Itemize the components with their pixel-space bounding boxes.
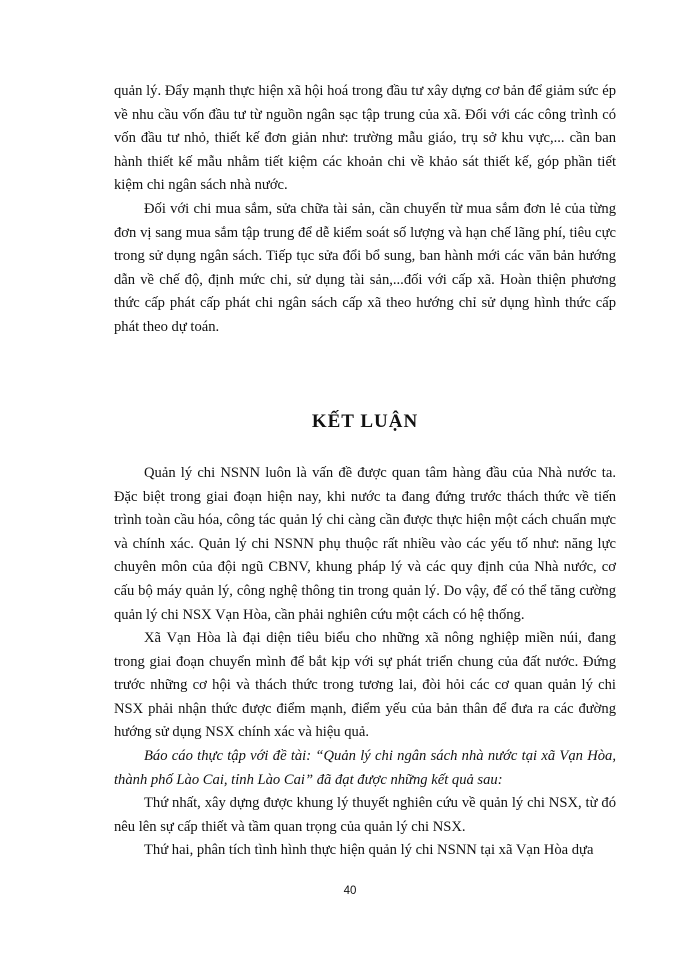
page-number: 40 xyxy=(343,885,357,897)
body-paragraph-2: Đối với chi mua sắm, sửa chữa tài sản, cần chuyển từ mua sắm đơn lẻ của từng đơn vị sang mua sắm tập trung để dễ kiểm soát số lượng và hạn chế lãng phí, tiêu cực trong sử dụng ngân sách. Tiếp tục sửa đổi bổ sung, ban hành mới các văn bản hướng dẫn về chế độ, định mức chi, sử dụng tài sản,...đối với cấp xã. Hoàn thiện phương thức cấp phát cấp phát chi ngân sách cấp xã theo hướng chỉ sử dụng hình thức cấp phát theo dự toán. xyxy=(114,201,616,335)
conclusion-paragraph-5: Thứ hai, phân tích tình hình thực hiện quản lý chi NSNN tại xã Vạn Hòa dựa xyxy=(144,842,594,858)
conclusion-paragraph-1: Quản lý chi NSNN luôn là vấn đề được quan tâm hàng đầu của Nhà nước ta. Đặc biệt trong giai đoạn hiện nay, khi nước ta đang đứng trước thách thức về tiến trình toàn cầu hóa, công tác quản lý chi càng cần được thực hiện một cách chuẩn mực và chính xác. Quản lý chi NSNN phụ thuộc rất nhiều vào các yếu tố như: năng lực chuyên môn của đội ngũ CBNV, khung pháp lý và các quy định của Nhà nước, cơ cấu bộ máy quản lý, công nghệ thông tin trong quản lý. Do vậy, để có thể tăng cường quản lý chi NSX Vạn Hòa, cần phải nghiên cứu một cách có hệ thống. xyxy=(114,465,616,623)
body-paragraph-1: quản lý. Đẩy mạnh thực hiện xã hội hoá trong đầu tư xây dựng cơ bản để giảm sức ép về nhu cầu vốn đầu tư từ nguồn ngân sạc tập trung của xã. Đối với các công trình có vốn đầu tư nhỏ, thiết kế đơn giản như: trường mẫu giáo, trụ sở khu vực,... cần ban hành thiết kế mẫu nhằm tiết kiệm các khoản chi về khảo sát thiết kế, góp phần tiết kiệm chi ngân sách nhà nước. xyxy=(114,83,616,194)
section-heading: KẾT LUẬN xyxy=(311,411,419,432)
conclusion-paragraph-3: Báo cáo thực tập với đề tài: “Quản lý chi ngân sách nhà nước tại xã Vạn Hòa, thành phố Lào Cai, tỉnh Lào Cai” đã đạt được những kết quả sau: xyxy=(114,748,616,788)
conclusion-paragraph-4: Thứ nhất, xây dựng được khung lý thuyết nghiên cứu về quản lý chi NSX, từ đó nêu lên sự cấp thiết và tầm quan trọng của quản lý chi NSX. xyxy=(114,795,616,835)
conclusion-paragraph-2: Xã Vạn Hòa là đại diện tiêu biểu cho những xã nông nghiệp miền núi, đang trong giai đoạn chuyển mình để bắt kịp với sự phát triển chung của đất nước. Đứng trước những cơ hội và thách thức trong tương lai, đòi hỏi các cơ quan quản lý chi NSX phải nhận thức được điểm mạnh, điểm yếu của bản thân để đưa ra các đường hướng sử dụng NSX chính xác và hiệu quả. xyxy=(114,630,616,741)
